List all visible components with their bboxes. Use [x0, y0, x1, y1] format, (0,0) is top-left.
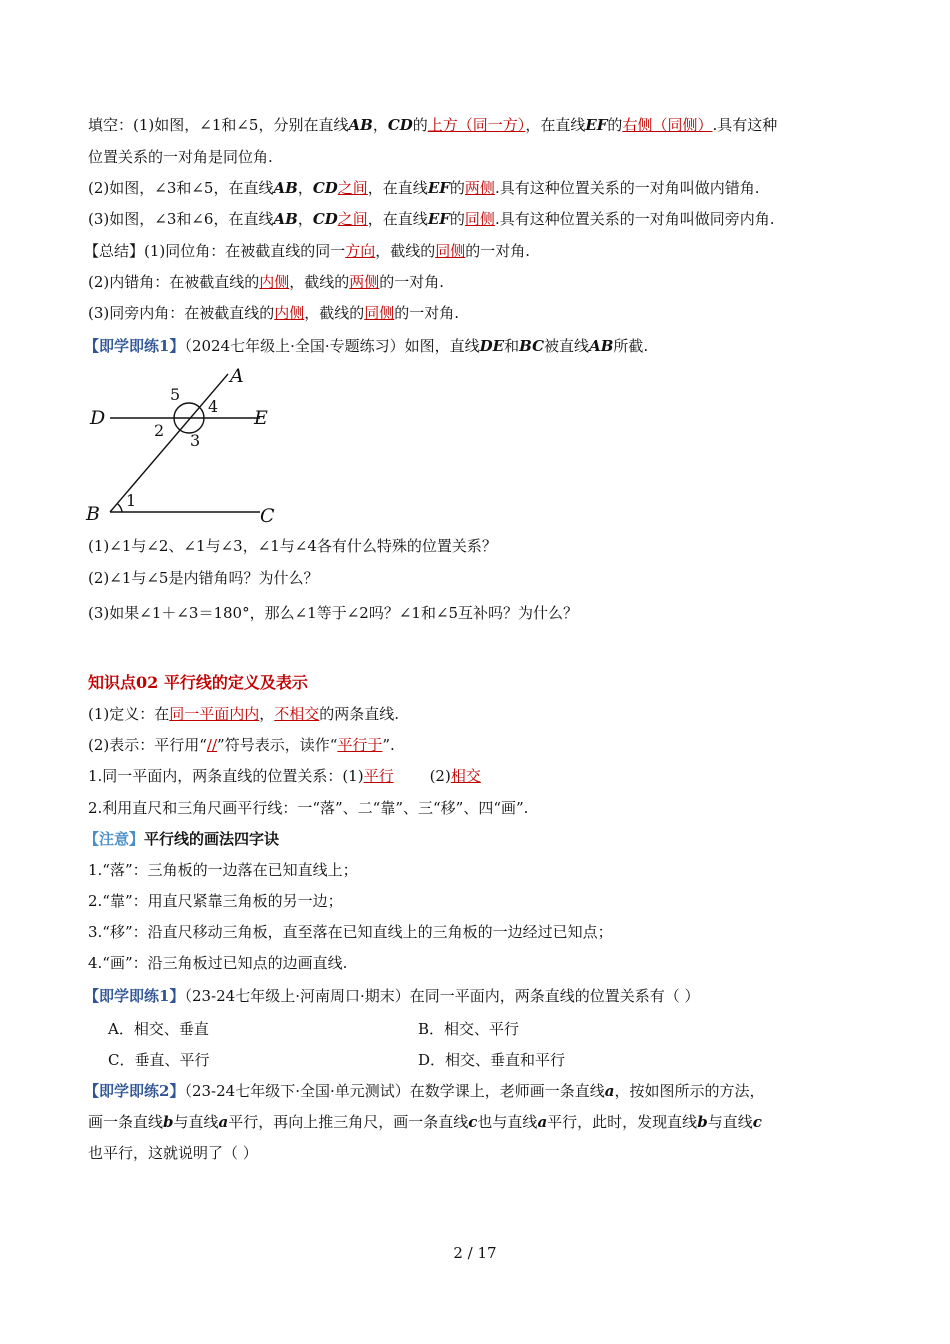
note-step-1: 1.“落”：三角板的一边落在已知直线上；: [88, 861, 358, 879]
option-b[interactable]: B．相交、平行: [418, 1020, 520, 1038]
summary-line-3: (3)同旁内角：在被截直线的内侧，截线的同侧的一对角.: [88, 304, 460, 322]
transversal-figure: [84, 360, 284, 530]
exercise-tag: 【即学即练1】: [84, 337, 185, 355]
note-tag: 【注意】: [84, 830, 145, 848]
answer-blank: 两侧: [464, 179, 495, 197]
angle-1-arc: [118, 504, 122, 512]
note-step-2: 2.“靠”：用直尺紧靠三角板的另一边；: [88, 892, 343, 910]
option-d[interactable]: D．相交、垂直和平行: [418, 1051, 566, 1069]
label-c: C: [260, 505, 275, 527]
fill-line-3: (3)如图，∠3和∠6，在直线AB，CD之间，在直线EF的同侧.具有这种位置关系的一对角叫做同旁内角.: [88, 210, 775, 228]
answer-blank: 方向: [345, 242, 376, 260]
label-b: B: [86, 503, 100, 525]
answer-blank: 内侧: [274, 304, 305, 322]
question-2: (2)∠1与∠5是内错角吗？为什么？: [88, 569, 319, 587]
summary-line-1: 【总结】(1)同位角：在被截直线的同一方向，截线的同侧的一对角.: [84, 242, 531, 260]
angle-label-1: 1: [126, 491, 137, 510]
drawing-method-line: 2.利用直尺和三角尺画平行线：一“落”、二“靠”、三“移”、四“画”.: [88, 799, 529, 817]
question-1: (1)∠1与∠2、∠1与∠3，∠1与∠4各有什么特殊的位置关系？: [88, 537, 497, 555]
note-heading: 【注意】平行线的画法四字诀: [84, 830, 280, 848]
note-step-4: 4.“画”：沿三角板过已知点的边画直线.: [88, 954, 348, 972]
angle-label-5: 5: [170, 385, 181, 404]
answer-blank: 上方（同一方）: [427, 116, 526, 134]
fill-line-1b: 位置关系的一对角是同位角.: [88, 148, 273, 166]
answer-blank: 同侧: [364, 304, 395, 322]
answer-blank: 之间: [337, 179, 368, 197]
angle-label-4: 4: [208, 397, 219, 416]
relation-line: 1.同一平面内，两条直线的位置关系：(1)平行 (2)相交: [88, 767, 481, 785]
answer-blank: 相交: [450, 767, 481, 785]
exercise-2-prompt: 【即学即练1】（23-24七年级上·河南周口·期末）在同一平面内，两条直线的位置关系有（ ）: [84, 987, 700, 1005]
fill-line-1: 填空：(1)如图，∠1和∠5，分别在直线AB，CD的上方（同一方），在直线EF的右侧（同侧）.具有这种: [88, 116, 778, 134]
page-number: 2 / 17: [453, 1244, 497, 1262]
label-e: E: [254, 407, 268, 429]
option-a[interactable]: A．相交、垂直: [108, 1020, 209, 1038]
question-3: (3)如果∠1＋∠3＝180°，那么∠1等于∠2吗？∠1和∠5互补吗？为什么？: [88, 604, 579, 622]
exercise-3-line-2: 画一条直线b与直线a平行，再向上推三角尺，画一条直线c也与直线a平行，此时，发现直线b与直线c: [88, 1113, 762, 1131]
note-step-3: 3.“移”：沿直尺移动三角板，直至落在已知直线上的三角板的一边经过已知点；: [88, 923, 613, 941]
answer-blank: 同侧: [435, 242, 466, 260]
exercise-tag: 【即学即练1】: [84, 987, 185, 1005]
summary-line-2: (2)内错角：在被截直线的内侧，截线的两侧的一对角.: [88, 273, 445, 291]
answer-blank: 右侧（同侧）: [622, 116, 713, 134]
label-a: A: [230, 365, 244, 387]
exercise-3-prompt: 【即学即练2】（23-24七年级下·全国·单元测试）在数学课上，老师画一条直线a，按如图所示的方法，: [84, 1082, 765, 1100]
answer-blank: 内侧: [259, 273, 290, 291]
answer-blank: 平行: [363, 767, 394, 785]
answer-blank: 两侧: [349, 273, 380, 291]
answer-blank: //: [206, 736, 218, 754]
answer-blank: 平行于: [337, 736, 383, 754]
fill-line-2: (2)如图，∠3和∠5，在直线AB，CD之间，在直线EF的两侧.具有这种位置关系的一对角叫做内错角.: [88, 179, 760, 197]
angle-label-2: 2: [154, 421, 165, 440]
section-title: 知识点02 平行线的定义及表示: [88, 673, 308, 692]
label-d: D: [90, 407, 106, 429]
exercise-1-prompt: 【即学即练1】（2024七年级上·全国·专题练习）如图，直线DE和BC被直线AB所截.: [84, 337, 649, 355]
angle-label-3: 3: [190, 431, 201, 450]
answer-blank: 不相交: [274, 705, 320, 723]
exercise-tag: 【即学即练2】: [84, 1082, 185, 1100]
definition-line: (1)定义：在同一平面内内，不相交的两条直线.: [88, 705, 400, 723]
answer-blank: 之间: [337, 210, 368, 228]
notation-line: (2)表示：平行用“//”符号表示，读作“平行于”.: [88, 736, 395, 754]
option-c[interactable]: C．垂直、平行: [108, 1051, 210, 1069]
exercise-3-line-3: 也平行，这就说明了（ ）: [88, 1144, 258, 1162]
answer-blank: 同一平面内内: [169, 705, 260, 723]
answer-blank: 同侧: [464, 210, 495, 228]
